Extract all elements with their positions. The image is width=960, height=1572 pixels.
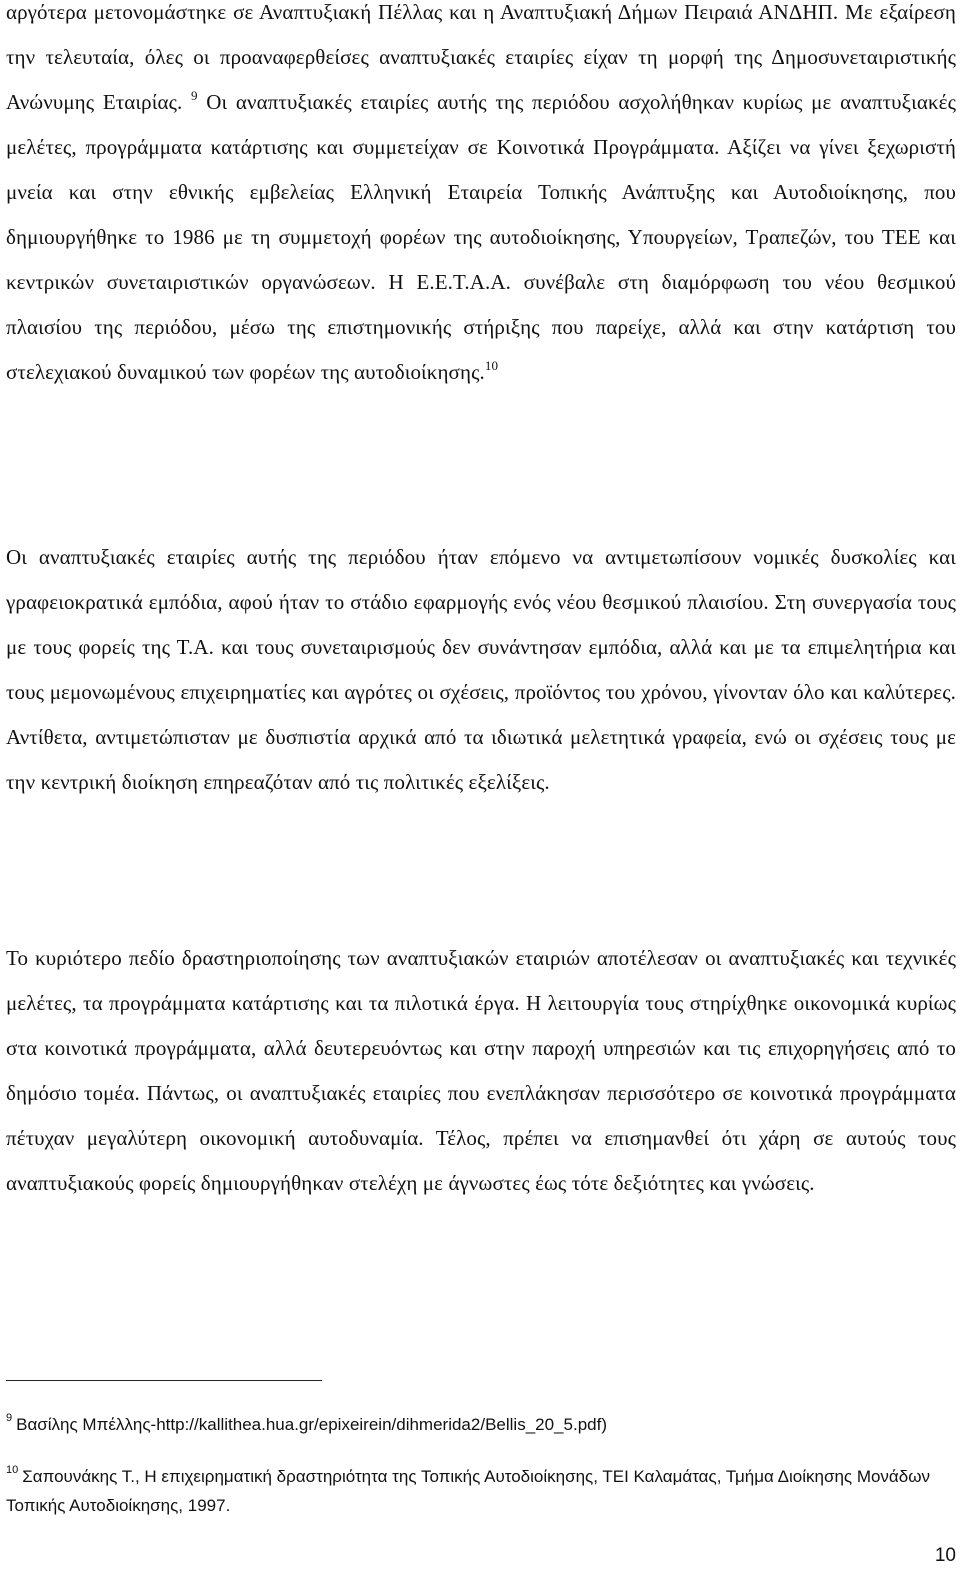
paragraph-text: Οι αναπτυξιακές εταιρίες αυτής της περιόδου ασχολήθηκαν κυρίως με αναπτυξιακές μελέτες, προγράμματα κατάρτισης και συμμετείχαν σε Κοινοτικά Προγράμματα. Αξίζει να γίνει ξεχωριστή μνεία και στην εθνικής εμβελείας Ελληνική Εταιρεία Τοπικής Ανάπτυξης και Αυτοδιοίκησης, που δημιουργήθηκε το 1986 με τη συμμετοχή φορέων της αυτοδιοίκησης, Υπουργείων, Τραπεζών, του ΤΕΕ και κεντρικών συνεταιριστικών οργανώσεων. Η Ε.Ε.Τ.Α.Α. συνέβαλε στη διαμόρφωση του νέου θεσμικού πλαισίου της περιόδου, μέσω της επιστημονικής στήριξης που παρείχε, αλλά και στην κατάρτιση του στελεχιακού δυναμικού των φορέων της αυτοδιοίκησης. [6, 90, 956, 384]
footnote-10 [6, 1462, 956, 1520]
footnote-reference-10[interactable]: 10 [484, 358, 499, 373]
paragraph-legal-difficulties: Οι αναπτυξιακές εταιρίες αυτής της περιόδου ήταν επόμενο να αντιμετωπίσουν νομικές δυσκολίες και γραφειοκρατικά εμπόδια, αφού ήταν το στάδιο εφαρμογής ενός νέου θεσμικού πλαισίου. Στη συνεργασία τους με τους φορείς της Τ.Α. και τους συνεταιρισμούς δεν συνάντησαν εμπόδια, αλλά και με τα επιμελητήρια και τους μεμονωμένους επιχειρηματίες και αγρότες οι σχέσεις, προϊόντος του χρόνου, γίνονταν όλο και καλύτερες. Αντίθετα, αντιμετώπισταν με δυσπιστία αρχικά από τα ιδιωτικά μελετητικά γραφεία, ενώ οι σχέσεις τους με την κεντρική διοίκηση επηρεαζόταν από τις πολιτικές εξελίξεις. [6, 545, 956, 794]
paragraph-development-companies-history [6, 0, 956, 395]
footnote-text: Βασίλης Μπέλλης-http://kallithea.hua.gr/epixeirein/dihmerida2/Bellis_20_5.pdf) [16, 1415, 607, 1434]
paragraph-main-activities: Το κυριότερο πεδίο δραστηριοποίησης των αναπτυξιακών εταιριών αποτέλεσαν οι αναπτυξιακές και τεχνικές μελέτες, τα προγράμματα κατάρτισης και τα πιλοτικά έργα. Η λειτουργία τους στηρίχθηκε οικονομικά κυρίως στα κοινοτικά προγράμματα, αλλά δευτερευόντως και στην παροχή υπηρεσιών και τις επιχορηγήσεις από το δημόσιο τομέα. Πάντως, οι αναπτυξιακές εταιρίες που ενεπλάκησαν περισσότερο σε κοινοτικά προγράμματα πέτυχαν μεγαλύτερη οικονομική αυτοδυναμία. Τέλος, πρέπει να επισημανθεί ότι χάρη σε αυτούς τους αναπτυξιακούς φορείς δημιουργήθηκαν στελέχη με άγνωστες έως τότε δεξιότητες και γνώσεις. [6, 946, 956, 1195]
footnote-separator [6, 1380, 322, 1381]
page-number: 10 [934, 1545, 956, 1566]
footnote-text: Σαπουνάκης Τ., Η επιχειρηματική δραστηριότητα της Τοπικής Αυτοδιοίκησης, ΤΕΙ Καλαμάτας, Τμήμα Διοίκησης Μονάδων Τοπικής Αυτοδιοίκησης, 1997. [6, 1467, 930, 1515]
footnote-9 [6, 1410, 956, 1439]
footnote-number: 9 [6, 1412, 13, 1425]
paragraph-text: αργότερα μετονομάστηκε σε Αναπτυξιακή Πέλλας και η Αναπτυξιακή Δήμων Πειραιά ΑΝΔΗΠ. Με εξαίρεση την τελευταία, όλες οι προαναφερθείσες αναπτυξιακές εταιρίες είχαν τη μορφή της Δημοσυνεταιριστικής Ανώνυμης Εταιρίας. [6, 0, 956, 114]
footnote-reference-9[interactable]: 9 [191, 88, 198, 103]
footnote-number: 10 [6, 1464, 19, 1477]
